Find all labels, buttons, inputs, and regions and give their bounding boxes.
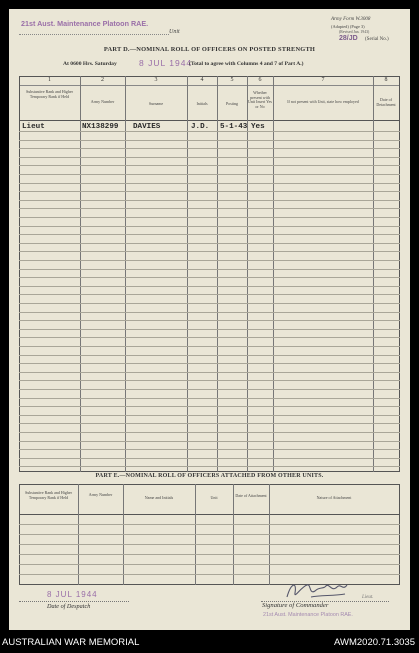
ruled-line [19, 449, 400, 450]
footer-accession-number: AWM2020.71.3035 [334, 637, 415, 648]
e-col-header-name: Name and Initials [144, 495, 174, 500]
commander-stamp: 21st Aust. Maintenance Platoon RAE. [263, 612, 353, 618]
form-adapted: (Adapted) (Page 3) [331, 24, 365, 29]
ruled-line [19, 226, 400, 227]
ruled-line [19, 269, 400, 270]
ruled-line [19, 554, 400, 555]
col-num-2: 2 [101, 77, 104, 83]
e-col-header-rank: Substantive Rank and Higher Temporary Rank if Held [25, 490, 72, 500]
ruled-line [19, 191, 400, 192]
ruled-line [19, 165, 400, 166]
ruled-line [19, 564, 400, 565]
commander-title: Lieut. [362, 595, 374, 600]
despatch-line [19, 601, 129, 602]
row-rank: Lieut [22, 123, 45, 131]
ruled-line [19, 389, 400, 390]
ruled-line [19, 398, 400, 399]
serial-label: (Serial No.) [365, 37, 389, 42]
unit-stamp: 21st Aust. Maintenance Platoon RAE. [21, 19, 149, 28]
date-suffix: (Total to agree with Columns 4 and 7 of Part A.) [189, 61, 304, 67]
e-col-header-nature: Nature of Attachment [316, 495, 352, 500]
unit-label: Unit [169, 29, 180, 35]
row-posting: 5-1-43 [220, 123, 248, 131]
ruled-line [19, 286, 400, 287]
row-surname: DAVIES [133, 123, 161, 131]
ruled-line [19, 544, 400, 545]
ruled-line [19, 363, 400, 364]
col-num-1: 1 [48, 77, 51, 83]
col-header-posting: Posting [225, 101, 238, 106]
archive-footer [0, 631, 419, 653]
ruled-line [19, 372, 400, 373]
ruled-line [19, 200, 400, 201]
part-d-title: PART D.—NOMINAL ROLL OF OFFICERS ON POSTED STRENGTH [103, 46, 316, 53]
ruled-line [19, 140, 400, 141]
ruled-line [19, 312, 400, 313]
ruled-line [19, 277, 400, 278]
form-page [9, 9, 410, 630]
ruled-line [19, 320, 400, 321]
date-prefix: At 0600 Hrs. Saturday [63, 61, 117, 67]
ruled-line [19, 174, 400, 175]
row-army-number: NX138299 [82, 123, 119, 131]
col-header-surname: Surname [148, 101, 164, 106]
unit-line [19, 34, 169, 35]
col-header-detachment: Date of Detachment [376, 97, 396, 107]
col-header-rank: Substantive Rank and Higher Temporary Rank if Held [26, 89, 73, 99]
row-present: Yes [251, 123, 265, 131]
col-num-3: 3 [154, 77, 158, 83]
commander-signature [281, 577, 371, 603]
part-d-table [19, 76, 400, 472]
ruled-line [19, 303, 400, 304]
ruled-line [19, 260, 400, 261]
ruled-line [19, 534, 400, 535]
form-number: Army Form W.3008 [331, 17, 371, 22]
ruled-line [19, 294, 400, 295]
ruled-line [19, 148, 400, 149]
ruled-line [19, 346, 400, 347]
ruled-line [19, 458, 400, 459]
part-e-title: PART E.—NOMINAL ROLL OF OFFICERS ATTACHED FROM OTHER UNITS. [95, 473, 324, 479]
ruled-line [19, 217, 400, 218]
e-col-header-army-number: Army Number [88, 492, 113, 497]
ruled-line [19, 355, 400, 356]
form-revised: (Revised Jan. 1943) [339, 30, 370, 34]
ruled-line [19, 183, 400, 184]
ruled-line [19, 574, 400, 575]
col-header-present: Whether present with Unit Insert Yes or No [248, 90, 272, 109]
ruled-line [19, 423, 400, 424]
col-num-7: 7 [321, 77, 325, 83]
ruled-line [19, 208, 400, 209]
serial-number: 28/JD [339, 35, 358, 42]
e-col-header-unit: Unit [210, 495, 218, 500]
ruled-line [19, 234, 400, 235]
part-e-table [19, 484, 400, 585]
col-num-5: 5 [230, 77, 234, 83]
ruled-line [19, 466, 400, 467]
ruled-line [19, 243, 400, 244]
despatch-date-stamp: 8 JUL 1944 [47, 590, 98, 599]
col-num-6: 6 [258, 77, 262, 83]
ruled-line [19, 524, 400, 525]
ruled-line [19, 441, 400, 442]
col-num-8: 8 [384, 77, 388, 83]
ruled-line [19, 415, 400, 416]
ruled-line [19, 432, 400, 433]
ruled-line [19, 406, 400, 407]
ruled-line [19, 251, 400, 252]
despatch-label: Date of Despatch [47, 603, 91, 610]
footer-institution: AUSTRALIAN WAR MEMORIAL [2, 637, 140, 648]
ruled-line [19, 131, 400, 132]
date-stamp: 8 JUL 1944 [139, 58, 193, 68]
ruled-line [19, 337, 400, 338]
ruled-line [19, 380, 400, 381]
ruled-line [19, 329, 400, 330]
col-header-employed: If not present with Unit, state how employed [287, 99, 359, 104]
commander-label: Signature of Commander [262, 602, 329, 609]
col-header-army-number: Army Number [90, 99, 115, 104]
ruled-line [19, 157, 400, 158]
col-num-4: 4 [200, 77, 204, 83]
col-header-initials: Initials [196, 101, 208, 106]
e-col-header-attachment-date: Date of Attachment [235, 493, 267, 498]
row-initials: J.D. [191, 123, 210, 131]
